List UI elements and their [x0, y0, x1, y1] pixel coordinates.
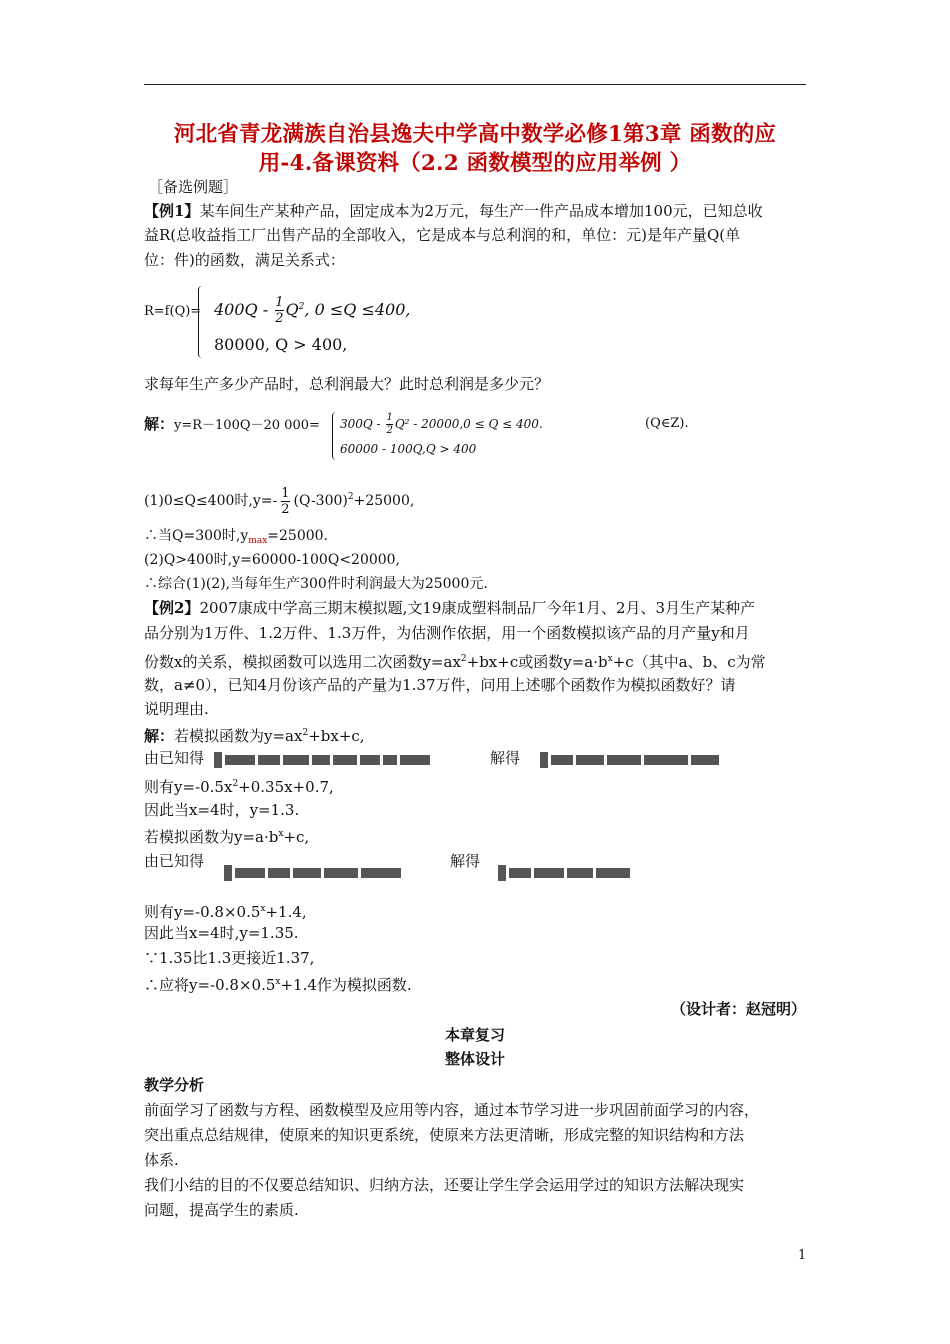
system2-image	[224, 862, 440, 880]
section-label: ［备选例题］	[148, 178, 239, 196]
solve1-label: 解得	[490, 749, 521, 767]
solve2-label: 解得	[450, 852, 481, 870]
step1: (1)0≤Q≤400时,y=- $\frac{1}{2}$ $(Q-300)^2+25000$,	[144, 485, 415, 517]
analysis-line5: 问题，提高学生的素质.	[144, 1201, 299, 1219]
formula-case2: 80000, Q > 400,	[214, 335, 348, 354]
example2-line5: 说明理由.	[144, 700, 209, 718]
hence2: 因此当x=4时,y=1.35.	[144, 924, 299, 942]
page-number: 1	[798, 1248, 807, 1263]
solution-brace	[332, 412, 336, 460]
conclusion: ∴应将$y=-0.8\times 0.5^x+1.4$作为模拟函数.	[144, 976, 412, 994]
then1: 则有$y=-0.5x^2+0.35x+0.7$,	[144, 778, 334, 796]
system1-image	[214, 749, 510, 767]
solution-label: 解：	[144, 415, 175, 433]
analysis-line4: 我们小结的目的不仅要总结知识、归纳方法，还要让学生学会运用学过的知识方法解决现实	[144, 1176, 745, 1194]
design-title: 整体设计	[444, 1050, 505, 1068]
example1-line2: 益R(总收益指工厂出售产品的全部收入，它是成本与总利润的和，单位：元)是年产量Q(单	[144, 226, 741, 244]
example2-solution: 解：若模拟函数为$y=ax^2+bx+c$,	[144, 727, 365, 745]
formula-case1: 400Q - $\frac{1}{2}$ $Q^2$, 0 ≤Q ≤400,	[214, 295, 411, 326]
analysis-heading: 教学分析	[144, 1076, 205, 1094]
example1-tag: 【例1】	[144, 202, 200, 220]
known1-label: 由已知得	[144, 749, 205, 767]
known2-label: 由已知得	[144, 852, 205, 870]
solution2-image	[498, 862, 666, 880]
solution1-image	[540, 749, 756, 767]
hence1: 因此当x=4时，y=1.3.	[144, 801, 300, 819]
step2: ∴当Q=300时$,y_{max}=25000$.	[144, 528, 328, 546]
example2-line4: 数，a≠0），已知4月份该产品的产量为1.37万件，问用上述哪个函数作为模拟函数好？请	[144, 676, 736, 694]
document-title	[150, 120, 800, 178]
review-title: 本章复习	[444, 1026, 505, 1044]
header-rule	[144, 84, 806, 85]
step3: (2)Q>400时,y=60000-100Q<20000,	[144, 552, 401, 568]
title-line-2: 用-4.备课资料（2.2 函数模型的应用举例 ）	[258, 151, 692, 176]
example2-line2: 品分别为1万件、1.2万件、1.3万件，为估测作依据，用一个函数模拟该产品的月产量y和月	[144, 624, 750, 642]
alt-model: 若模拟函数为$y=a\cdot b^x+c$,	[144, 828, 310, 846]
analysis-line3: 体系.	[144, 1151, 179, 1169]
title-line-1: 河北省青龙满族自治县逸夫中学高中数学必修1第3章 函数的应	[173, 122, 777, 147]
example2-line3: 份数x的关系，模拟函数可以选用二次函数$y=ax^2+bx+c$或函数$y=a\cdot b^x+c$（其中a、b、c为常	[144, 653, 766, 671]
then2: 则有$y=-0.8\times 0.5^x+1.4$,	[144, 903, 307, 921]
formula-brace	[198, 286, 202, 358]
example2-line1: 【例2】2007康成中学高三期末模拟题,文19康成塑料制品厂今年1月、2月、3月生产某种产	[144, 599, 756, 617]
step4: ∴综合(1)(2),当每年生产300件时利润最大为25000元.	[144, 576, 488, 592]
analysis-line1: 前面学习了函数与方程、函数模型及应用等内容，通过本节学习进一步巩固前面学习的内容，	[144, 1101, 760, 1119]
example2-tag: 【例2】	[144, 599, 200, 617]
solution-case1: 300Q - $\frac{1}{2}$ Q² - 20000,0 ≤ Q ≤ 400.	[340, 412, 543, 436]
example1-question: 求每年生产多少产品时，总利润最大？此时总利润是多少元？	[144, 375, 550, 393]
document-page: 河北省青龙满族自治县逸夫中学高中数学必修1第3章 函数的应 用-4.备课资料（2.2 函数模型的应用举例 ） ［备选例题］ 【例1】某车间生产某种产品，固定成本为2万元，每生产一件产品成本增加100元，已知总收 益R(总收益指工厂出售产品的全部收入，它是成本与总利润的和，单位：元)是年产量Q(单 位：件)的函数，满足关系式： R=f(Q)= 400Q - $\frac{1}{2}$ $Q^2$, 0 ≤Q ≤400, 80000, Q > 400, 求每年生产多少产品时，总利润最大？此时总利润是多少元？ 解：y=R－100Q－20 000= 300Q - $\frac{1}{2}$ Q² - 20000,0 ≤ Q ≤ 400. 60000 - 100Q,Q > 400 (Q∈Z). (1)0≤Q≤400时,y=- $\frac{1}{2}$ $(Q-300)^2+25000$, ∴当Q=300时$,y_{max}=25000$. (2)Q>400时,y=60000-100Q<20000, ∴综合(1)(2),当每年生产300件时利润最大为25000元. 【例2】2007康成中学高三期末模拟题,文19康成塑料制品厂今年1月、2月、3月生产某种产 品分别为1万件、1.2万件、1.3万件，为估测作依据，用一个函数模拟该产品的月产量y和月 份数x的关系，模拟函数可以选用二次函数$y=ax^2+bx+c$或函数$y=a\cdot b^x+c$（其中a、b、c为常 数，a≠0），已知4月份该产品的产量为1.37万件，问用上述哪个函数作为模拟函数好？请 说明理由. 解：若模拟函数为$y=ax^2+bx+c$, 由已知得 解得 则有$y=-0.5x^2+0.35x+0.7$, 因此当x=4时，y=1.3. 若模拟函数为$y=a\cdot b^x+c$, 由已知得 解得 则有$y=-0.8\times 0.5^x+1.4$, 因此当x=4时,y=1.35. ∵1.35比1.3更接近1.37, ∴应将$y=-0.8\times 0.5^x+1.4$作为模拟函数. （设计者：赵冠明） 本章复习 整体设计 教学分析 前面学习了函数与方程、函数模型及应用等内容，通过本节学习进一步巩固前面学习的内容， 突出重点总结规律，使原来的知识更系统，使原来方法更清晰，形成完整的知识结构和方法 体系. 我们小结的目的不仅要总结知识、归纳方法，还要让学生学会运用学过的知识方法解决现实 问题，提高学生的素质. 1	[0, 0, 950, 1344]
example1-line3: 位：件)的函数，满足关系式：	[144, 251, 345, 269]
solution-case2: 60000 - 100Q,Q > 400	[340, 442, 477, 456]
because: ∵1.35比1.3更接近1.37,	[144, 949, 315, 967]
formula-lhs: R=f(Q)=	[144, 304, 202, 319]
example1-line1: 【例1】某车间生产某种产品，固定成本为2万元，每生产一件产品成本增加100元，已知总收	[144, 202, 763, 220]
designer-credit: （设计者：赵冠明）	[670, 1000, 806, 1018]
analysis-line2: 突出重点总结规律，使原来的知识更系统，使原来方法更清晰，形成完整的知识结构和方法	[144, 1126, 745, 1144]
formula-fraction: $\frac{1}{2}$	[275, 295, 284, 326]
solution-domain: (Q∈Z).	[645, 416, 689, 431]
